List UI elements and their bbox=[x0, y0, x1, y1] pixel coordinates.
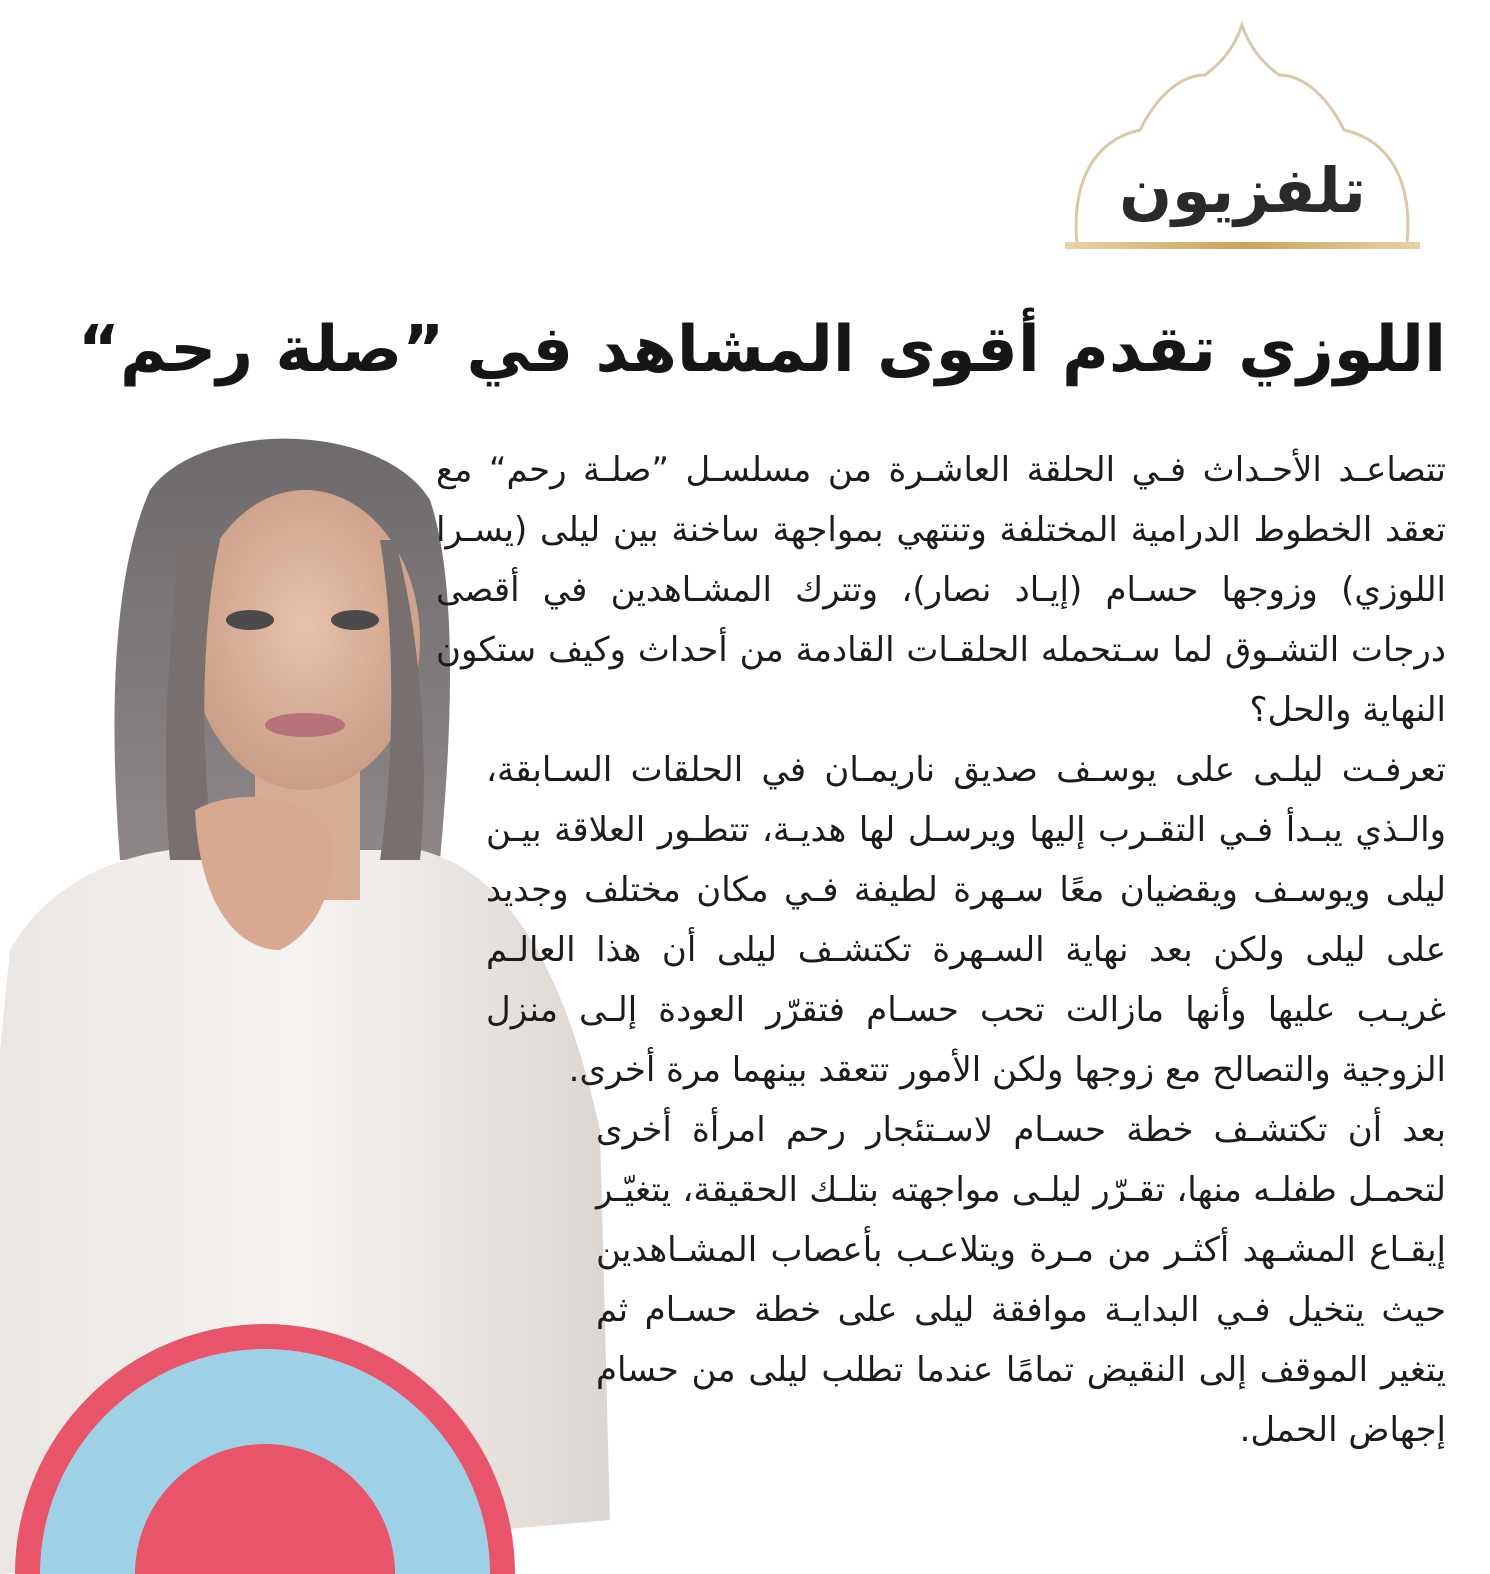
section-title: تلفزيون bbox=[1119, 154, 1366, 227]
article-paragraph: تعرفـت ليلـى على يوسـف صديق ناريمـان في الحلقات السـابقة، والـذي يبـدأ فـي التقـرب إليها ويرسـل لها هديـة، تتطـور العلاقة بيـن ليلى ويوسـف ويقضيان معًا سـهرة لطيفة فـي مكان مختلف وجديد على ليلى ولكن بعد نهاية السـهرة تكتشـف ليلى أن هذا العالـم غريـب عليها وأنها مازالت تحب حسـام فتقرّر العودة إلـى منزل الزوجية والتصالح مع زوجها ولكن الأمور تتعقد بينهما مرة أخرى. bbox=[486, 750, 1446, 1090]
article-paragraph: بعد أن تكتشـف خطة حسـام لاسـتئجار رحم امرأة أخرى لتحمـل طفلـه منها، تقـرّر ليلـى مواجهته بتلـك الحقيقة، يتغيّـر إيقـاع المشـهد أكثـر من مـرة ويتلاعـب بأعصاب المشـاهدين حيث يتخيل فـي البدايـة موافقة ليلى على خطة حسـام ثم يتغير الموقف إلى النقيض تمامًا عندما تطلب ليلى من حسام إجهاض الحمل. bbox=[596, 1110, 1446, 1450]
section-badge bbox=[1065, 20, 1420, 255]
article-paragraph: تتصاعـد الأحـداث فـي الحلقة العاشـرة من مسلسـل ”صلـة رحم“ مع تعقد الخطوط الدرامية المختلفة وتنتهي بمواجهة ساخنة بين ليلى (يسـرا اللوزي) وزوجها حسـام (إيـاد نصار)، وتترك المشـاهدين في أقصى درجات التشـوق لما سـتحمله الحلقـات القادمة من أحداث وكيف ستكون النهاية والحل؟ bbox=[436, 450, 1446, 730]
article-body bbox=[436, 440, 1446, 1460]
article-headline: اللوزي تقدم أقوى المشاهد في ”صلة رحم“ bbox=[77, 313, 1446, 387]
